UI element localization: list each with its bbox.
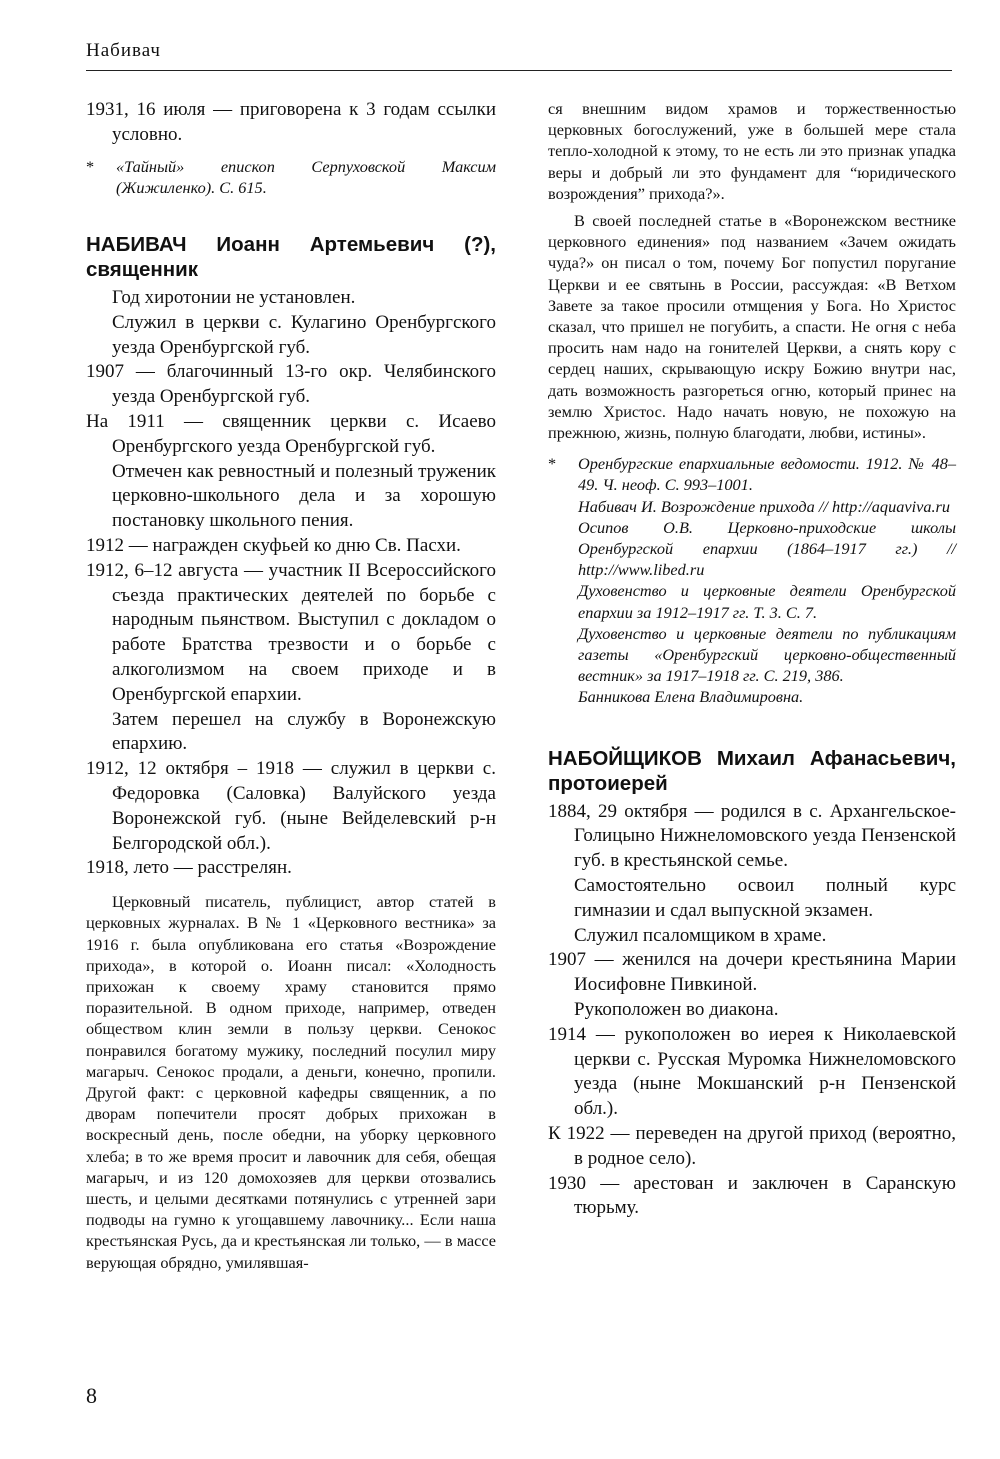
prev-entry-fact: 1931, 16 июля — приговорена к 3 годам ссылки условно. <box>86 99 496 145</box>
fact-line: Служил в церкви с. Кулагино Оренбургского уезда Оренбургской губ. <box>112 311 496 358</box>
source-item <box>548 453 956 495</box>
fact-line: 1912, 6–12 августа — участник II Всероссийского съезда практических деятелей по борьбе с народным пьянством. Выступил с докладом о работе Братства трезвости и о борьбе с алкоголизмом на своем приходе и в Оренбургской епархии. <box>86 559 496 705</box>
source-item: Духовенство и церковные деятели Оренбургской епархии за 1912–1917 гг. Т. 3. С. 7. <box>578 581 956 622</box>
fact-line: Рукоположен во диакона. <box>574 999 779 1021</box>
right-column <box>548 98 956 1221</box>
prev-entry-source <box>86 156 496 198</box>
entry-heading-naboyshchikov: НАБОЙЩИКОВ Михаил Афанасьевич, протоиерей <box>548 746 956 795</box>
fact-line: 1930 — арестован и заключен в Саранскую тюрьму. <box>548 1172 956 1219</box>
fact-line: 1918, лето — расстрелян. <box>86 857 292 879</box>
fact-line: На 1911 — священник церкви с. Исаево Оренбургского уезда Оренбургской губ. <box>86 410 496 457</box>
fact-line: 1912, 12 октября – 1918 — служил в церкви с. Федоровка (Саловка) Валуйского уезда Воронежской губ. (ныне Вейделевский р-н Белгородской обл.). <box>86 758 496 854</box>
fact-line: 1884, 29 октября — родился в с. Архангельское-Голицыно Нижнеломовского уезда Пензенской губ. в крестьянской семье. <box>548 800 956 872</box>
source-item: Набивач И. Возрождение прихода // http://aquaviva.ru <box>578 496 951 516</box>
fact-line: Отмечен как ревностный и полезный труженик церковно-школьного дела и за хорошую постановку школьного пения. <box>112 460 496 532</box>
page-number: 8 <box>86 1383 97 1408</box>
prev-entry-source-text: «Тайный» епископ Серпуховской Максим (Жижиленко). С. 615. <box>116 156 496 197</box>
source-author: Банникова Елена Владимировна. <box>578 687 804 707</box>
biography-paragraph: Церковный писатель, публицист, автор статей в церковных журналах. В № 1 «Церковного вестника» за 1916 г. была опубликована его статья «Возрождение прихода», в которой о. Иоанн писал: «Холодность прихожан к своему храму становится прямо поразительной. В одном приходе, например, отведен обществом клин земли в пользу церкви. Сенокос понравился богатому мужику, последний посулил миру магарыч. Сенокос продали, а деньги, конечно, пропили. Другой факт: с церковной кафедры священник, а по дворам попечители просят добрых прихожан в воскресный день, после обедни, на уборку церковного хлеба; в то же время просит и лавочник для себя, обещая магарыч, и из 120 домохозяев для церкви отозвались шесть, и целыми десятками потянулись с утренней зари подводы на гумно к угощавшему лавочнику... Если наша крестьянская Русь, да и крестьянская ли только, — в массе верующая обрядно, умилявшая- <box>86 892 496 1272</box>
running-head: Набивач <box>86 40 161 61</box>
source-text: Оренбургские епархиальные ведомости. 1912. № 48–49. Ч. неоф. С. 993–1001. <box>578 454 956 495</box>
source-star: * <box>86 156 95 176</box>
fact-line: 1912 — награжден скуфьей ко дню Св. Пасхи. <box>86 534 461 556</box>
fact-line: 1907 — женился на дочери крестьянина Марии Иосифовне Пивкиной. <box>548 949 956 996</box>
fact-line: Затем перешел на службу в Воронежскую епархию. <box>112 708 496 755</box>
source-star: * <box>548 454 557 474</box>
fact-line: 1914 — рукоположен во иерея к Николаевской церкви с. Русская Муромка Нижнеломовского уезда (ныне Мокшанский р-н Пензенской обл.). <box>548 1023 956 1120</box>
source-item: Осипов О.В. Церковно-приходские школы Оренбургской епархии (1864–1917 гг.) // http://www.libed.ru <box>578 517 956 580</box>
fact-line: Служил псаломщиком в храме. <box>574 924 827 946</box>
fact-line: 1907 — благочинный 13-го окр. Челябинского уезда Оренбургской губ. <box>86 361 496 408</box>
fact-line: Год хиротонии не установлен. <box>112 287 356 308</box>
left-column <box>86 98 496 1273</box>
fact-line: Самостоятельно освоил полный курс гимназии и сдал выпускной экзамен. <box>574 875 956 921</box>
fact-line: К 1922 — переведен на другой приход (вероятно, в родное село). <box>548 1123 956 1169</box>
source-item: Духовенство и церковные деятели по публикациям газеты «Оренбургский церковно-общественный вестник» за 1917–1918 гг. С. 219, 386. <box>578 623 956 686</box>
biography-continuation: ся внешним видом храмов и торжественностью церковных богослужений, уже в большей мере стала тепло-холодной к этому, то не есть ли это признак упадка веры и добрый ли это фундамент для “юридического возрождения” прихода?». <box>548 99 956 203</box>
entry-heading-nabivach: НАБИВАЧ Иоанн Артемьевич (?), священник <box>86 233 496 281</box>
biography-paragraph-2: В своей последней статье в «Воронежском вестнике церковного единения» под названием «Зачем ожидать чуда?» он писал о том, почему Бог попустил поругание Церкви и ее святынь в России, рассуждая: «В Ветхом Завете за такое просили отмщения у Бога. Но Христос сказал, что пришел не погубить, а спасти. Не огня с неба просить нам надо на гонителей Церкви, а снять кору с сердец наших, скрывающую искру Божию внутри нас, дать возможность разгореться огню, который принес на землю Христос. Надо начать новую, не похожую на прежнюю, жизнь, полную благодати, любви, истины». <box>548 211 956 443</box>
header-rule <box>86 70 952 71</box>
